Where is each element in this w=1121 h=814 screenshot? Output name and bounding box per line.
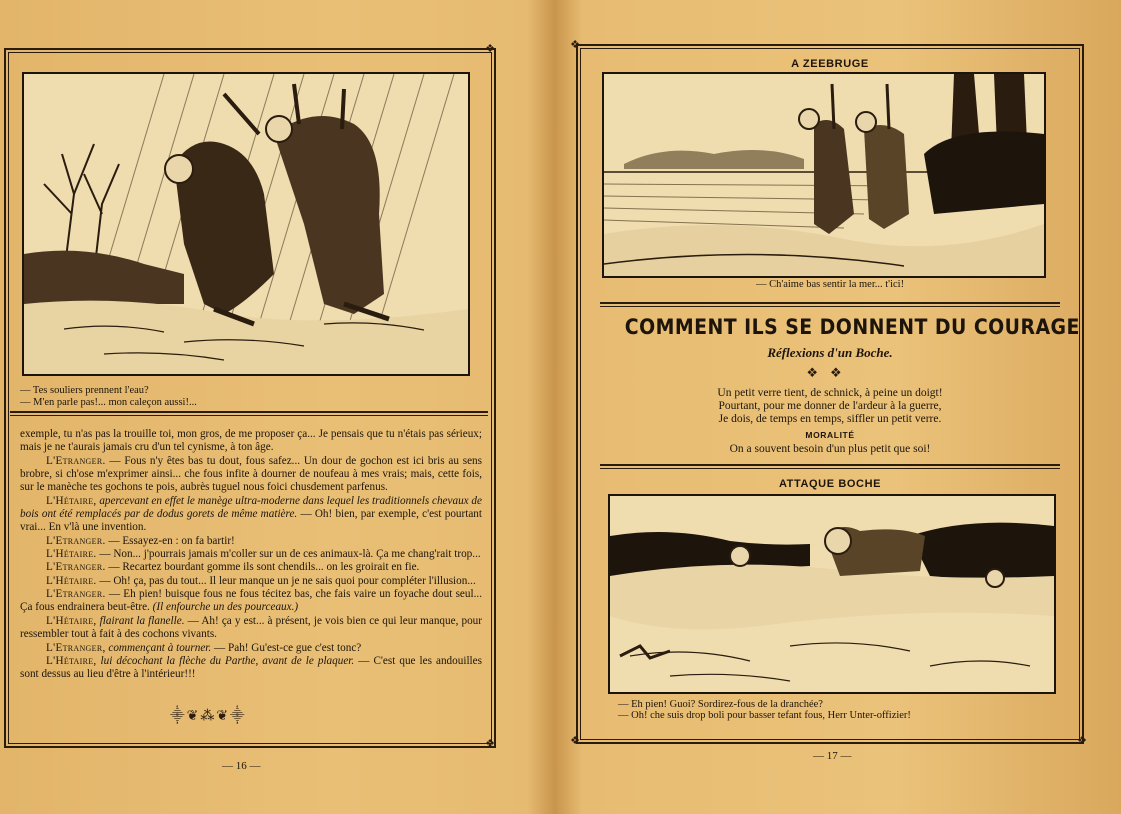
dialogue-paragraph [20, 642, 482, 655]
top-illustration-heading: A ZEEBRUGE [791, 58, 869, 70]
stage-direction: lui décochant la flèche du Parthe, avant de le plaquer. [96, 654, 355, 667]
speaker-name: L'Hétaire. [46, 548, 97, 561]
corner-ornament-icon: ❖ [485, 42, 495, 55]
dialogue-line: — C'est que les andouilles sont dessus au lieu d'être à l'intérieur!!! [20, 654, 482, 681]
floral-ornament-icon: ⸎❦⁂❦⸎ [170, 708, 247, 724]
dialogue-paragraph [20, 615, 482, 642]
dialogue-paragraph [20, 455, 482, 495]
section-divider [10, 411, 488, 416]
illustration-soldiers-in-rain [22, 72, 470, 376]
speaker-name: L'Hétaire, [46, 614, 97, 627]
illustration-caption-line: — M'en parle pas!... mon caleçon aussi!... [20, 397, 197, 408]
verse-line: Pourtant, pour me donner de l'ardeur à la guerre, [718, 400, 942, 412]
speaker-name: L'Etranger. [46, 534, 106, 547]
dialogue-text [20, 428, 482, 682]
top-illustration-caption: — Ch'aime bas sentir la mer... t'ici! [755, 279, 905, 290]
speaker-name: L'Hétaire, [46, 654, 97, 667]
bottom-illustration-caption-line: — Oh! che suis drop boli pour basser tefant fous, Herr Unter-offizier! [618, 710, 911, 721]
bottom-illustration-caption-line: — Eh pien! Guoi? Sordirez-fous de la dranchée? [618, 699, 823, 710]
stage-direction: apercevant en effet le manège ultra-moderne dans lequel les traditionnels chevaux de bois ont été remplacés par de dodus gorets de même matière. [20, 494, 482, 521]
verse-line: Un petit verre tient, de schnick, à peine un doigt! [717, 387, 943, 399]
article-title: COMMENT ILS SE DONNENT DU COURAGE [624, 315, 1080, 339]
dialogue-line: exemple, tu n'as pas la trouille toi, mon gros, de me proposer ça... Je pensais que tu n'étais pas sérieux; mais je ne t'aurais jamais cru d'un tel cynisme, à ton âge. [20, 428, 482, 454]
diamond-ornament-icon: ❖❖ [806, 366, 854, 381]
dialogue-line: — Oh! ça, pas du tout... Il leur manque un je ne sais quoi pour compléter l'illusion... [96, 574, 476, 587]
dialogue-paragraph [20, 495, 482, 535]
speaker-name: L'Etranger. [46, 561, 106, 574]
speaker-name: L'Hétaire, [46, 494, 97, 507]
dialogue-line: — Recartez bourdant gomme ils sont chendils... on les groirait en fie. [105, 561, 420, 574]
corner-ornament-icon: ❖ [570, 38, 580, 51]
dialogue-line: — Eh pien! buisque fous ne fous técitez bas, che fais vaire un foyache dout seul... Ça fous endrainera beut-être. [20, 588, 482, 614]
page-number: — 16 — [222, 760, 261, 772]
stage-direction: (Il enfourche un des pourceaux.) [152, 601, 299, 614]
stage-direction: commençant à tourner. [105, 641, 212, 654]
verse-line: Je dois, de temps en temps, siffler un petit verre. [718, 413, 942, 425]
bottom-illustration-heading: ATTAQUE BOCHE [778, 478, 882, 490]
dialogue-paragraph [20, 561, 482, 574]
moral-label: MORALITÉ [805, 430, 855, 440]
dialogue-line: — Fous n'y êtes bas tu dout, fous safez... Un dour de gochon est ici bris au sens brobre, si ch'ose m'exprimer ainsi... che fous infite à dourner de noufeau à mes vrais; mais, cette fois, sur le manèche tes gochons te pois, aubrès tuguel nous foici chusdement parfenus. [20, 454, 482, 494]
moral-text: On a souvent besoin d'un plus petit que soi! [729, 443, 931, 455]
corner-ornament-icon: ❖ [485, 737, 495, 750]
corner-ornament-icon: ❖ [570, 734, 580, 747]
article-subtitle: Réflexions d'un Boche. [767, 345, 893, 360]
dialogue-paragraph [20, 588, 482, 615]
speaker-name: L'Etranger. [46, 588, 106, 601]
left-page [0, 0, 535, 814]
dialogue-paragraph [20, 655, 482, 682]
dialogue-line: — Non... j'pourrais jamais m'coller sur un de ces animaux-là. Ça me chang'rait trop... [96, 548, 481, 561]
speaker-name: L'Etranger, [46, 641, 106, 654]
illustration-soldiers-at-sea [602, 72, 1046, 278]
dialogue-line: — Essayez-en : on fa bartir! [105, 534, 235, 547]
soldiers-drawing [24, 74, 468, 374]
dialogue-paragraph [20, 428, 482, 455]
stage-direction: flairant la flanelle. [96, 614, 185, 627]
dialogue-line: — Oh! bien, par exemple, c'est pourtant vrai... En v'là une invention. [20, 508, 483, 534]
corner-ornament-icon: ❖ [1077, 734, 1087, 747]
sea-drawing [604, 74, 1044, 276]
dialogue-line: — Pah! Gu'est-ce gue c'est tonc? [211, 641, 362, 654]
dialogue-line: — Ah! ça y est... à présent, je vois bien ce qui leur manque, pour ressembler tout à fait à des cochons vivants. [20, 614, 483, 641]
dialogue-paragraph [20, 535, 482, 548]
illustration-trench-attack [608, 494, 1056, 694]
section-divider [600, 302, 1060, 307]
dialogue-paragraph [20, 575, 482, 588]
section-divider [600, 464, 1060, 469]
page-number: — 17 — [813, 750, 852, 762]
illustration-caption-line: — Tes souliers prennent l'eau? [20, 385, 149, 396]
trench-drawing [610, 496, 1054, 692]
speaker-name: L'Hétaire. [46, 574, 97, 587]
speaker-name: L'Etranger. [46, 454, 106, 467]
dialogue-paragraph [20, 548, 482, 561]
